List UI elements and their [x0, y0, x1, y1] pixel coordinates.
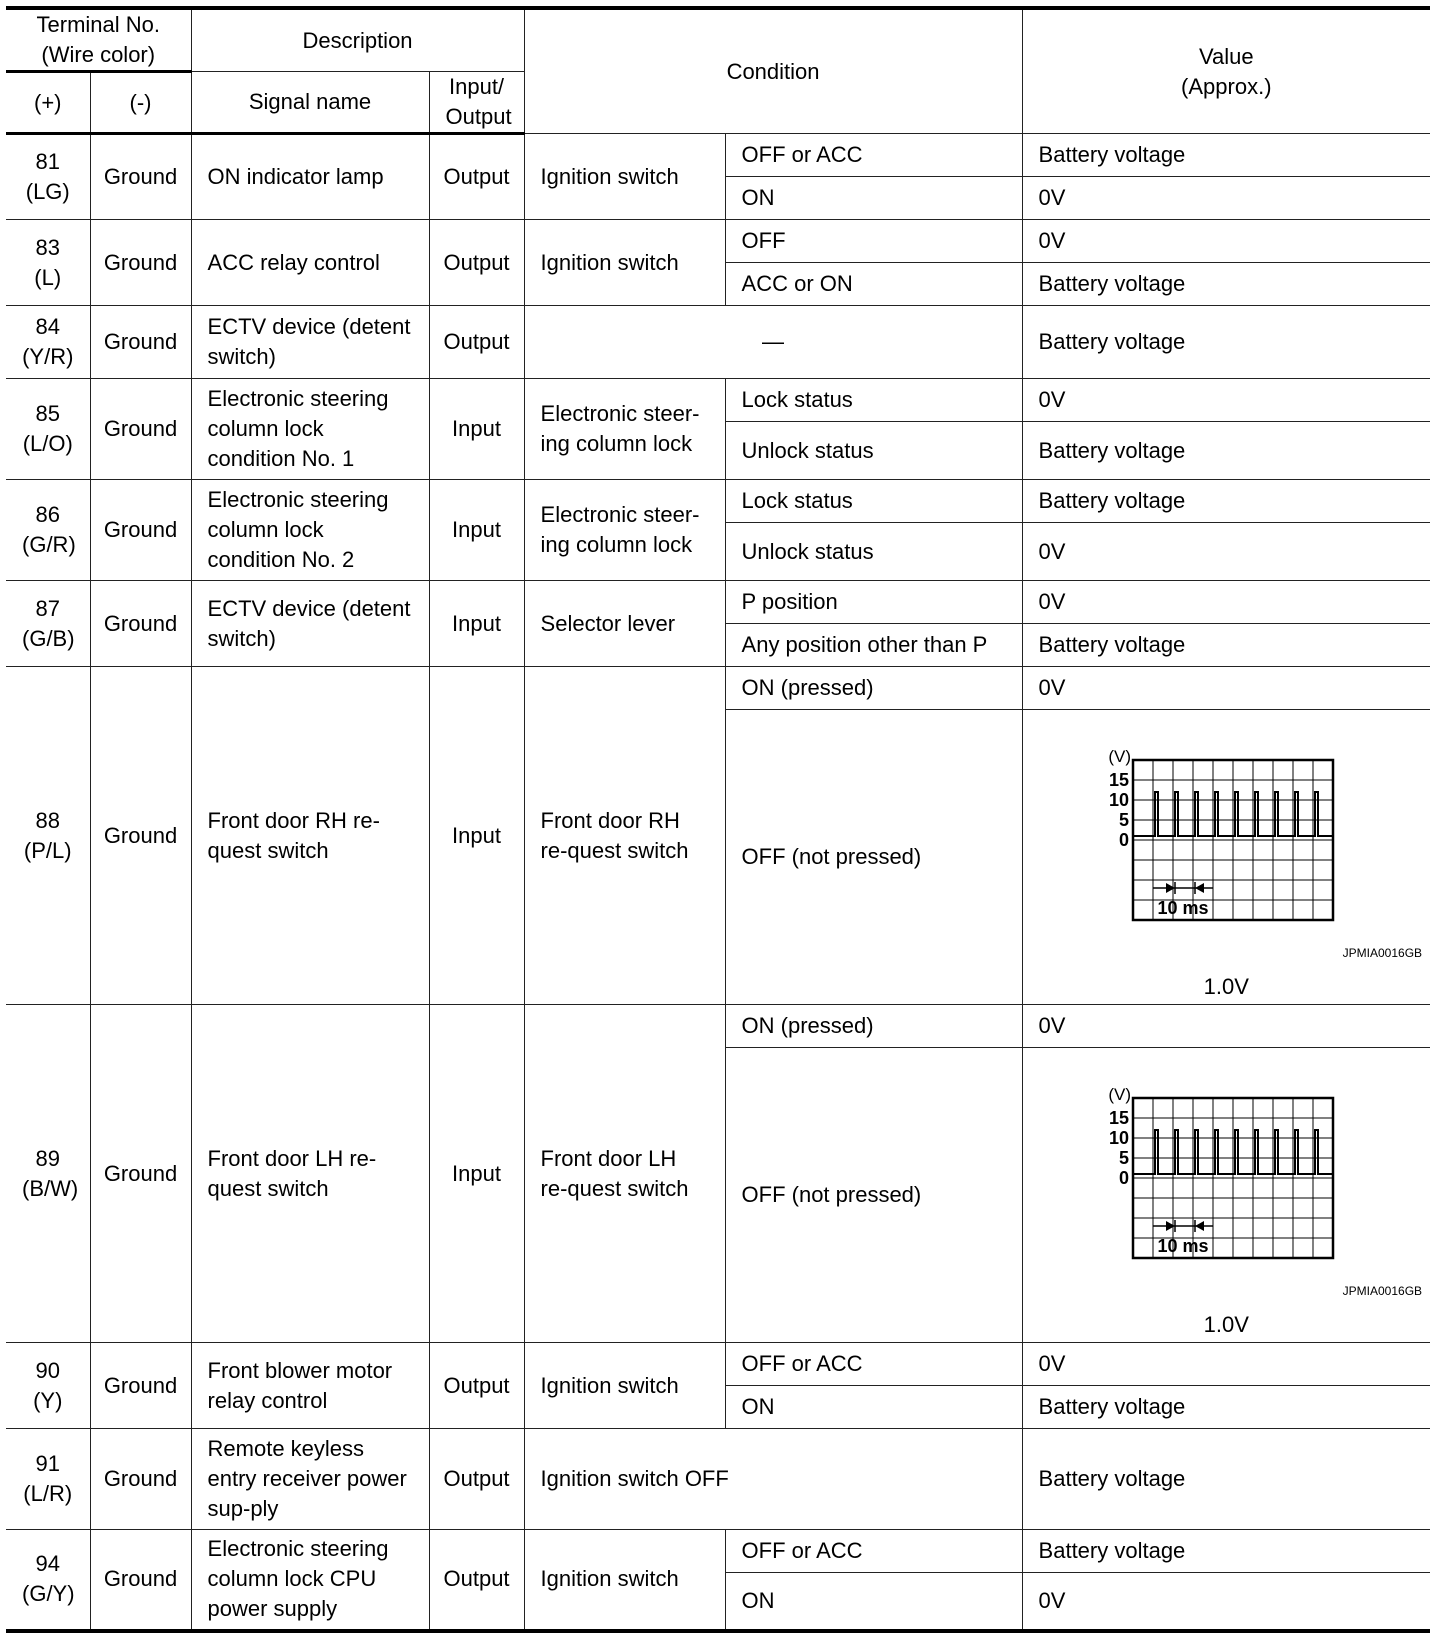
terminal-table [6, 6, 1430, 1633]
value-cell: Battery voltage [1022, 624, 1430, 667]
signal-name-cell: Front blower motor relay control [191, 1343, 429, 1429]
sub-condition-cell: Lock status [725, 379, 1022, 422]
value-cell: 0V [1022, 1343, 1430, 1386]
terminal-cell: 85 (L/O) [6, 379, 90, 480]
table-row [6, 667, 1430, 710]
io-cell: Output [429, 1343, 524, 1429]
signal-name-cell: ACC relay control [191, 220, 429, 306]
value-cell: Battery voltage [1022, 263, 1430, 306]
table-row [6, 1005, 1430, 1048]
y-tick-label: 0 [1118, 1168, 1129, 1188]
condition-cell: Ignition switch [524, 1530, 725, 1631]
terminal-no-header [6, 8, 191, 72]
time-scale-label: 10 ms [1157, 898, 1209, 918]
terminal-cell: 94 (G/Y) [6, 1530, 90, 1631]
sub-condition-cell: Any position other than P [725, 624, 1022, 667]
value-cell: Battery voltage [1022, 134, 1430, 177]
value-cell: Battery voltage [1022, 422, 1430, 480]
signal-name-cell: ECTV device (detent switch) [191, 581, 429, 667]
plus-header: (+) [6, 72, 90, 134]
waveform-value-cell [1022, 1048, 1430, 1343]
table-row [6, 134, 1430, 177]
value-cell: 0V [1022, 581, 1430, 624]
condition-header: Condition [524, 8, 1022, 134]
terminal-cell: 88 (P/L) [6, 667, 90, 1005]
terminal-cell: 90 (Y) [6, 1343, 90, 1429]
table-row [6, 1343, 1430, 1386]
y-tick-label: 15 [1108, 1108, 1129, 1128]
minus-header: (-) [90, 72, 191, 134]
sub-condition-cell: ON (pressed) [725, 1005, 1022, 1048]
io-cell: Output [429, 1429, 524, 1530]
y-tick-label: 10 [1108, 790, 1129, 810]
value-cell: 0V [1022, 1005, 1430, 1048]
table-row [6, 379, 1430, 422]
ground-cell: Ground [90, 1343, 191, 1429]
y-unit-label: (V) [1107, 1088, 1131, 1104]
value-label: Value [1198, 43, 1254, 69]
signal-name-cell: Remote keyless entry receiver power sup-ply [191, 1429, 429, 1530]
condition-cell: Electronic steer-ing column lock [524, 379, 725, 480]
sub-condition-cell: ON [725, 1386, 1022, 1429]
time-marker-arrow [1166, 883, 1175, 893]
signal-name-cell: ECTV device (detent switch) [191, 306, 429, 379]
ground-cell: Ground [90, 134, 191, 220]
wire-color-label: (Wire color) [41, 42, 156, 67]
condition-cell: Selector lever [524, 581, 725, 667]
time-marker-arrow [1166, 1221, 1175, 1231]
waveform-figure [1023, 1048, 1431, 1342]
io-cell: Output [429, 220, 524, 306]
signal-name-header: Signal name [191, 72, 429, 134]
value-cell: Battery voltage [1022, 1530, 1430, 1573]
sub-condition-cell: Lock status [725, 480, 1022, 523]
io-cell: Output [429, 1530, 524, 1631]
waveform-value: 1.0V [1203, 974, 1249, 999]
value-cell: Battery voltage [1022, 1429, 1430, 1530]
table-row [6, 480, 1430, 523]
sub-condition-cell: ACC or ON [725, 263, 1022, 306]
value-cell: 0V [1022, 1573, 1430, 1631]
value-cell: 0V [1022, 667, 1430, 710]
signal-name-cell: Front door RH re-quest switch [191, 667, 429, 1005]
io-cell: Input [429, 480, 524, 581]
io-cell: Input [429, 667, 524, 1005]
output-label: Output [445, 104, 512, 129]
y-unit-label: (V) [1107, 750, 1131, 766]
table-row [6, 1429, 1430, 1530]
value-cell: 0V [1022, 177, 1430, 220]
terminal-no-label: Terminal No. [36, 12, 160, 37]
time-marker-arrow [1195, 1221, 1204, 1231]
y-tick-label: 15 [1108, 770, 1129, 790]
ground-cell: Ground [90, 1530, 191, 1631]
value-cell: 0V [1022, 220, 1430, 263]
input-output-header [429, 72, 524, 134]
y-tick-label: 5 [1118, 810, 1129, 830]
figure-code: JPMIA0016GB [1342, 946, 1423, 960]
value-header [1022, 8, 1430, 134]
terminal-cell: 89 (B/W) [6, 1005, 90, 1343]
sub-condition-cell: OFF or ACC [725, 134, 1022, 177]
ground-cell: Ground [90, 480, 191, 581]
condition-cell: Ignition switch [524, 220, 725, 306]
waveform-value-cell [1022, 710, 1430, 1005]
signal-name-cell: Front door LH re-quest switch [191, 1005, 429, 1343]
value-cell: Battery voltage [1022, 1386, 1430, 1429]
condition-cell: — [524, 306, 1022, 379]
ground-cell: Ground [90, 1429, 191, 1530]
table-row [6, 220, 1430, 263]
y-tick-label: 10 [1108, 1128, 1129, 1148]
sub-condition-cell: OFF or ACC [725, 1530, 1022, 1573]
terminal-cell: 86 (G/R) [6, 480, 90, 581]
terminal-cell: 87 (G/B) [6, 581, 90, 667]
ground-cell: Ground [90, 306, 191, 379]
value-cell: Battery voltage [1022, 480, 1430, 523]
condition-cell: Ignition switch [524, 134, 725, 220]
terminal-cell: 83 (L) [6, 220, 90, 306]
terminal-spec-sheet [6, 6, 1430, 1633]
ground-cell: Ground [90, 379, 191, 480]
y-tick-label: 0 [1118, 830, 1129, 850]
table-row [6, 1530, 1430, 1573]
oscilloscope-chart [1063, 1088, 1343, 1288]
sub-condition-cell: OFF (not pressed) [725, 1048, 1022, 1343]
condition-cell: Ignition switch [524, 1343, 725, 1429]
condition-cell: Front door LH re-quest switch [524, 1005, 725, 1343]
waveform-figure [1023, 710, 1431, 1004]
sub-condition-cell: ON [725, 1573, 1022, 1631]
terminal-cell: 81 (LG) [6, 134, 90, 220]
time-scale-label: 10 ms [1157, 1236, 1209, 1256]
sub-condition-cell: OFF (not pressed) [725, 710, 1022, 1005]
time-marker-arrow [1195, 883, 1204, 893]
waveform-value: 1.0V [1203, 1312, 1249, 1337]
sub-condition-cell: OFF [725, 220, 1022, 263]
ground-cell: Ground [90, 220, 191, 306]
condition-cell: Electronic steer-ing column lock [524, 480, 725, 581]
sub-condition-cell: ON (pressed) [725, 667, 1022, 710]
approx-label: (Approx.) [1181, 73, 1272, 99]
condition-cell: Ignition switch OFF [524, 1429, 1022, 1530]
signal-name-cell: ON indicator lamp [191, 134, 429, 220]
io-cell: Output [429, 306, 524, 379]
sub-condition-cell: Unlock status [725, 422, 1022, 480]
value-cell: Battery voltage [1022, 306, 1430, 379]
sub-condition-cell: OFF or ACC [725, 1343, 1022, 1386]
condition-cell: Front door RH re-quest switch [524, 667, 725, 1005]
ground-cell: Ground [90, 581, 191, 667]
sub-condition-cell: P position [725, 581, 1022, 624]
description-header: Description [191, 8, 524, 72]
signal-name-cell: Electronic steering column lock condition No. 1 [191, 379, 429, 480]
figure-code: JPMIA0016GB [1342, 1284, 1423, 1298]
io-cell: Output [429, 134, 524, 220]
sub-condition-cell: Unlock status [725, 523, 1022, 581]
ground-cell: Ground [90, 1005, 191, 1343]
table-row [6, 581, 1430, 624]
terminal-cell: 91 (L/R) [6, 1429, 90, 1530]
io-cell: Input [429, 581, 524, 667]
oscilloscope-chart [1063, 750, 1343, 950]
signal-name-cell: Electronic steering column lock CPU power supply [191, 1530, 429, 1631]
sub-condition-cell: ON [725, 177, 1022, 220]
value-cell: 0V [1022, 523, 1430, 581]
table-row [6, 306, 1430, 379]
io-cell: Input [429, 379, 524, 480]
ground-cell: Ground [90, 667, 191, 1005]
input-label: Input/ [449, 74, 505, 99]
signal-name-cell: Electronic steering column lock condition No. 2 [191, 480, 429, 581]
y-tick-label: 5 [1118, 1148, 1129, 1168]
terminal-cell: 84 (Y/R) [6, 306, 90, 379]
value-cell: 0V [1022, 379, 1430, 422]
io-cell: Input [429, 1005, 524, 1343]
